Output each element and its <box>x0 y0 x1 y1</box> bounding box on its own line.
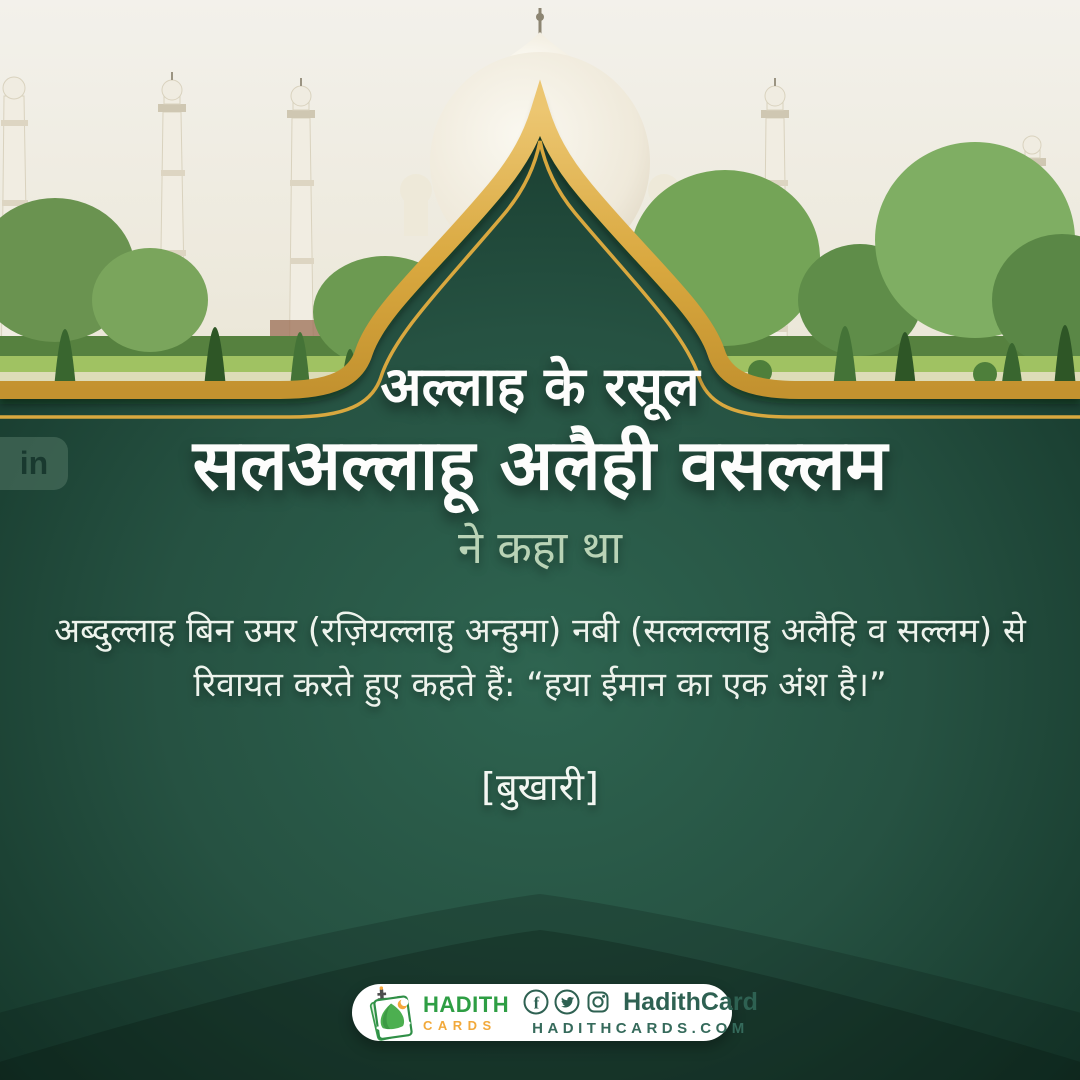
logo-text-cards: CARDS <box>423 1017 497 1033</box>
hadith-source: [बुखारी] <box>481 765 599 809</box>
twitter-icon[interactable] <box>554 989 580 1015</box>
subtitle: ने कहा था <box>457 521 623 574</box>
footer-contact-group <box>523 989 758 1036</box>
instagram-icon[interactable] <box>585 989 611 1015</box>
hadith-cards-logo <box>366 985 509 1041</box>
website-url[interactable]: HADITHCARDS.COM <box>532 1020 749 1037</box>
svg-text:f: f <box>533 993 540 1013</box>
hadith-text-line1: अब्दुल्लाह बिन उमर (रज़ियल्लाहु अन्हुमा) नबी (सल्लल्लाहु अलैहि व सल्लम) से <box>54 611 1026 651</box>
hadith-text-line2: रिवायत करते हुए कहते हैं: “हया ईमान का एक अंश है।” <box>193 665 887 705</box>
facebook-icon[interactable] <box>523 989 549 1015</box>
logo-wordmark <box>423 991 510 1033</box>
title-line1: अल्लाह के रसूल <box>380 355 700 418</box>
logo-text-hadith: HADITH <box>423 991 510 1017</box>
social-row <box>523 989 758 1015</box>
brand-pill <box>352 984 758 1041</box>
title-line2: सलअल्लाहू अलैही वसल्लम <box>192 424 888 506</box>
mosque-card-logo-icon <box>366 985 418 1041</box>
social-handle: HadithCard <box>623 987 758 1016</box>
linkedin-icon: in <box>19 445 49 481</box>
